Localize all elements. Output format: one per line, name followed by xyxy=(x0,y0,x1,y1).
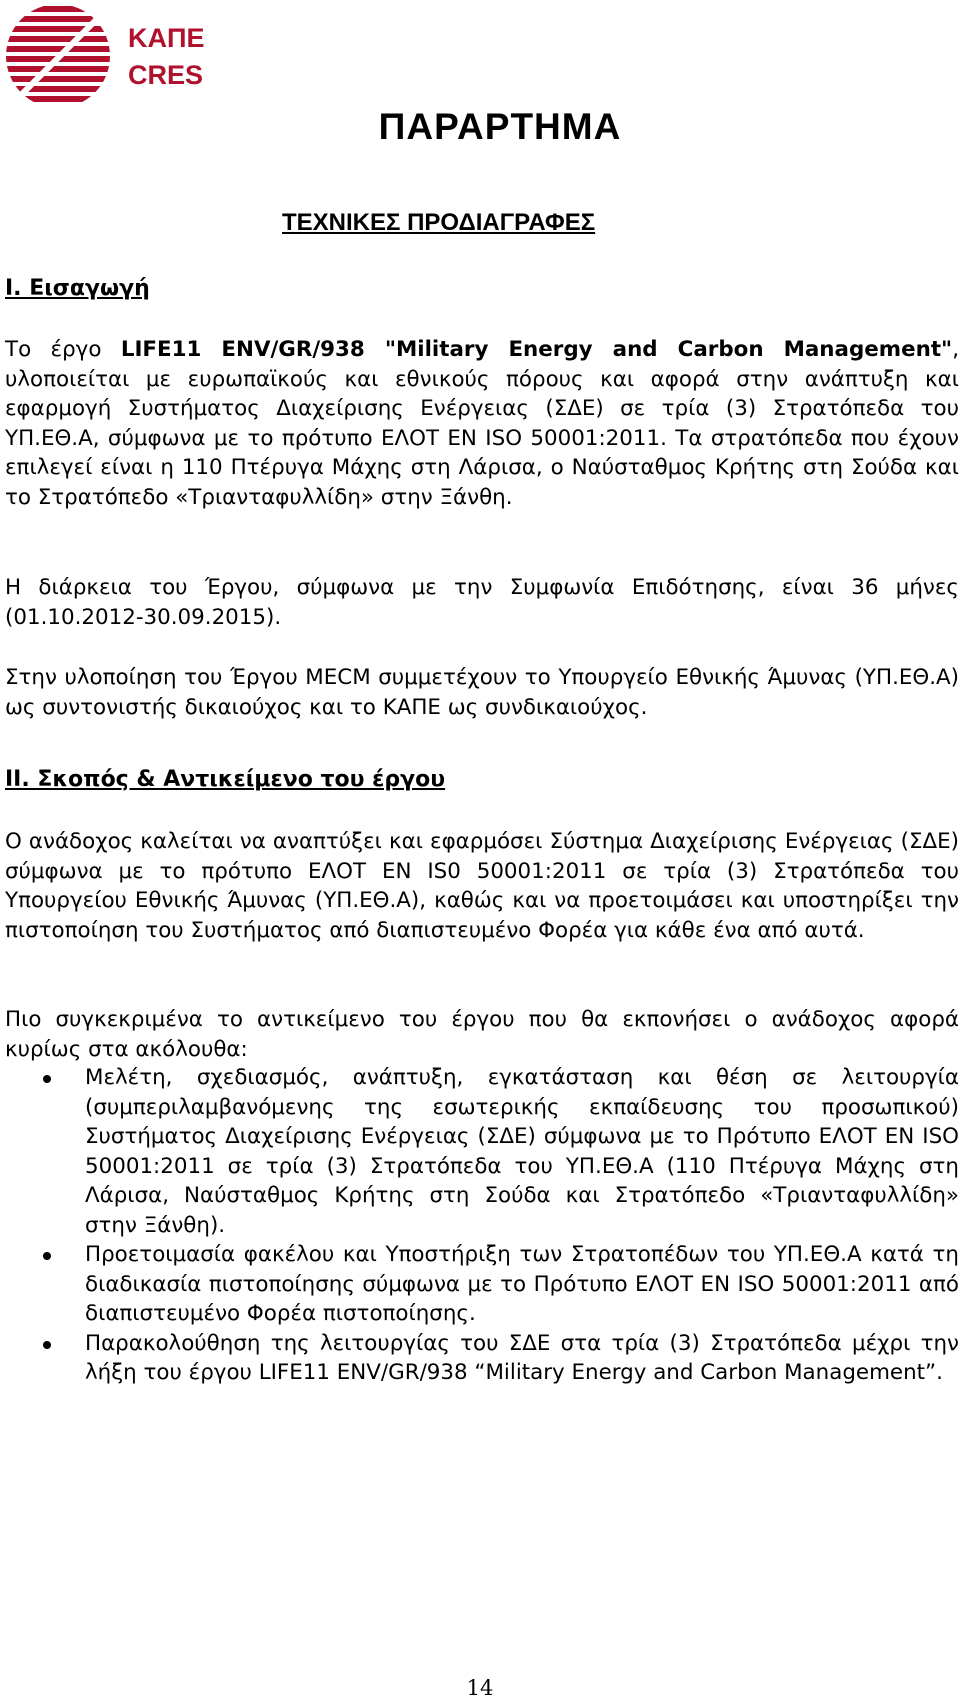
intro-post: , υλοποιείται με ευρωπαϊκούς και εθνικούς πόρους και αφορά στην ανάπτυξη και εφαρμογή Συστήματος Διαχείρισης Ενέργειας (ΣΔΕ) σε τρία (3) Στρατόπεδα του ΥΠ.ΕΘ.Α, σύμφωνα με το πρότυπο ΕΛΟΤ ΕΝ ISO 50001:2011. Τα στρατόπεδα που έχουν επιλεγεί είναι η 110 Πτέρυγα Μάχης στη Λάρισα, ο Ναύσταθμος Κρήτης στη Σούδα και το Στρατόπεδο «Τριανταφυλλίδη» στην Ξάνθη. xyxy=(5,337,959,510)
logo-text-kape: ΚΑΠΕ xyxy=(128,23,205,53)
bullet-icon xyxy=(43,1252,51,1260)
bullet-icon xyxy=(43,1075,51,1083)
scope-paragraph: Ο ανάδοχος καλείται να αναπτύξει και εφαρμόσει Σύστημα Διαχείρισης Ενέργειας (ΣΔΕ) σύμφωνα με το πρότυπο ΕΛΟΤ ΕΝ IS0 50001:2011 σε τρία (3) Στρατόπεδα του Υπουργείου Εθνικής Άμυνας (ΥΠ.ΕΘ.Α), καθώς και να προετοιμάσει και υποστηρίξει την πιστοποίηση του Συστήματος από διαπιστευμένο Φορέα για κάθε ένα από αυτά. xyxy=(5,829,959,943)
list-item xyxy=(5,1329,959,1388)
page-title xyxy=(0,106,960,148)
list-item-text: Προετοιμασία φακέλου και Υποστήριξη των Στρατοπέδων του ΥΠ.ΕΘ.Α κατά τη διαδικασία πιστοποίησης σύμφωνα με το Πρότυπο ΕΛΟΤ ΕΝ ISO 50001:2011 από διαπιστευμένο Φορέα πιστοποίησης. xyxy=(85,1242,959,1326)
cres-logo-icon xyxy=(4,2,116,110)
list-item xyxy=(5,1240,959,1329)
page-number: 14 xyxy=(466,1676,494,1700)
section-2-heading: ΙΙ. Σκοπός & Αντικείμενο του έργου xyxy=(5,767,446,792)
cres-logo xyxy=(4,2,214,110)
scope-detail-paragraph: Πιο συγκεκριμένα το αντικείμενο του έργου που θα εκπονήσει ο ανάδοχος αφορά κυρίως στα ακόλουθα: xyxy=(5,1007,959,1062)
page-title-text: ΠΑΡΑΡΤΗΜΑ xyxy=(378,106,622,147)
bullet-icon xyxy=(43,1341,51,1349)
participants-paragraph: Στην υλοποίηση του Έργου MECM συμμετέχουν το Υπουργείο Εθνικής Άμυνας (ΥΠ.ΕΘ.Α) ως συντονιστής δικαιούχος και το ΚΑΠΕ ως συνδικαιούχος. xyxy=(5,665,959,720)
logo-text-cres: CRES xyxy=(128,60,204,90)
list-item xyxy=(5,1063,959,1240)
duration-paragraph: Η διάρκεια του Έργου, σύμφωνα με την Συμφωνία Επιδότησης, είναι 36 μήνες (01.10.2012-30.09.2015). xyxy=(5,575,959,630)
page-subtitle: ΤΕΧΝΙΚΕΣ ΠΡΟΔΙΑΓΡΑΦΕΣ xyxy=(282,209,596,236)
list-item-text: Μελέτη, σχεδιασμός, ανάπτυξη, εγκατάσταση και θέση σε λειτουργία (συμπεριλαμβανόμενης της εσωτερικής εκπαίδευσης του προσωπικού) Συστήματος Διαχείρισης Ενέργειας (ΣΔΕ) σύμφωνα με το Πρότυπο ΕΛΟΤ ΕΝ ISO 50001:2011 σε τρία (3) Στρατόπεδα του ΥΠ.ΕΘ.Α (110 Πτέρυγα Μάχης στη Λάρισα, Ναύσταθμος Κρήτης στη Σούδα και Στρατόπεδο «Τριανταφυλλίδη» στην Ξάνθη). xyxy=(85,1065,959,1238)
section-1-heading: Ι. Εισαγωγή xyxy=(5,276,150,301)
intro-paragraph xyxy=(5,335,959,512)
project-name: LIFE11 ENV/GR/938 "Military Energy and Carbon Management" xyxy=(120,337,953,362)
intro-pre: Το έργο xyxy=(5,337,121,362)
scope-bullet-list xyxy=(5,1063,959,1388)
list-item-text: Παρακολούθηση της λειτουργίας του ΣΔΕ στα τρία (3) Στρατόπεδα μέχρι την λήξη του έργου LIFE11 ENV/GR/938 “Military Energy and Carbon Management”. xyxy=(85,1330,959,1385)
